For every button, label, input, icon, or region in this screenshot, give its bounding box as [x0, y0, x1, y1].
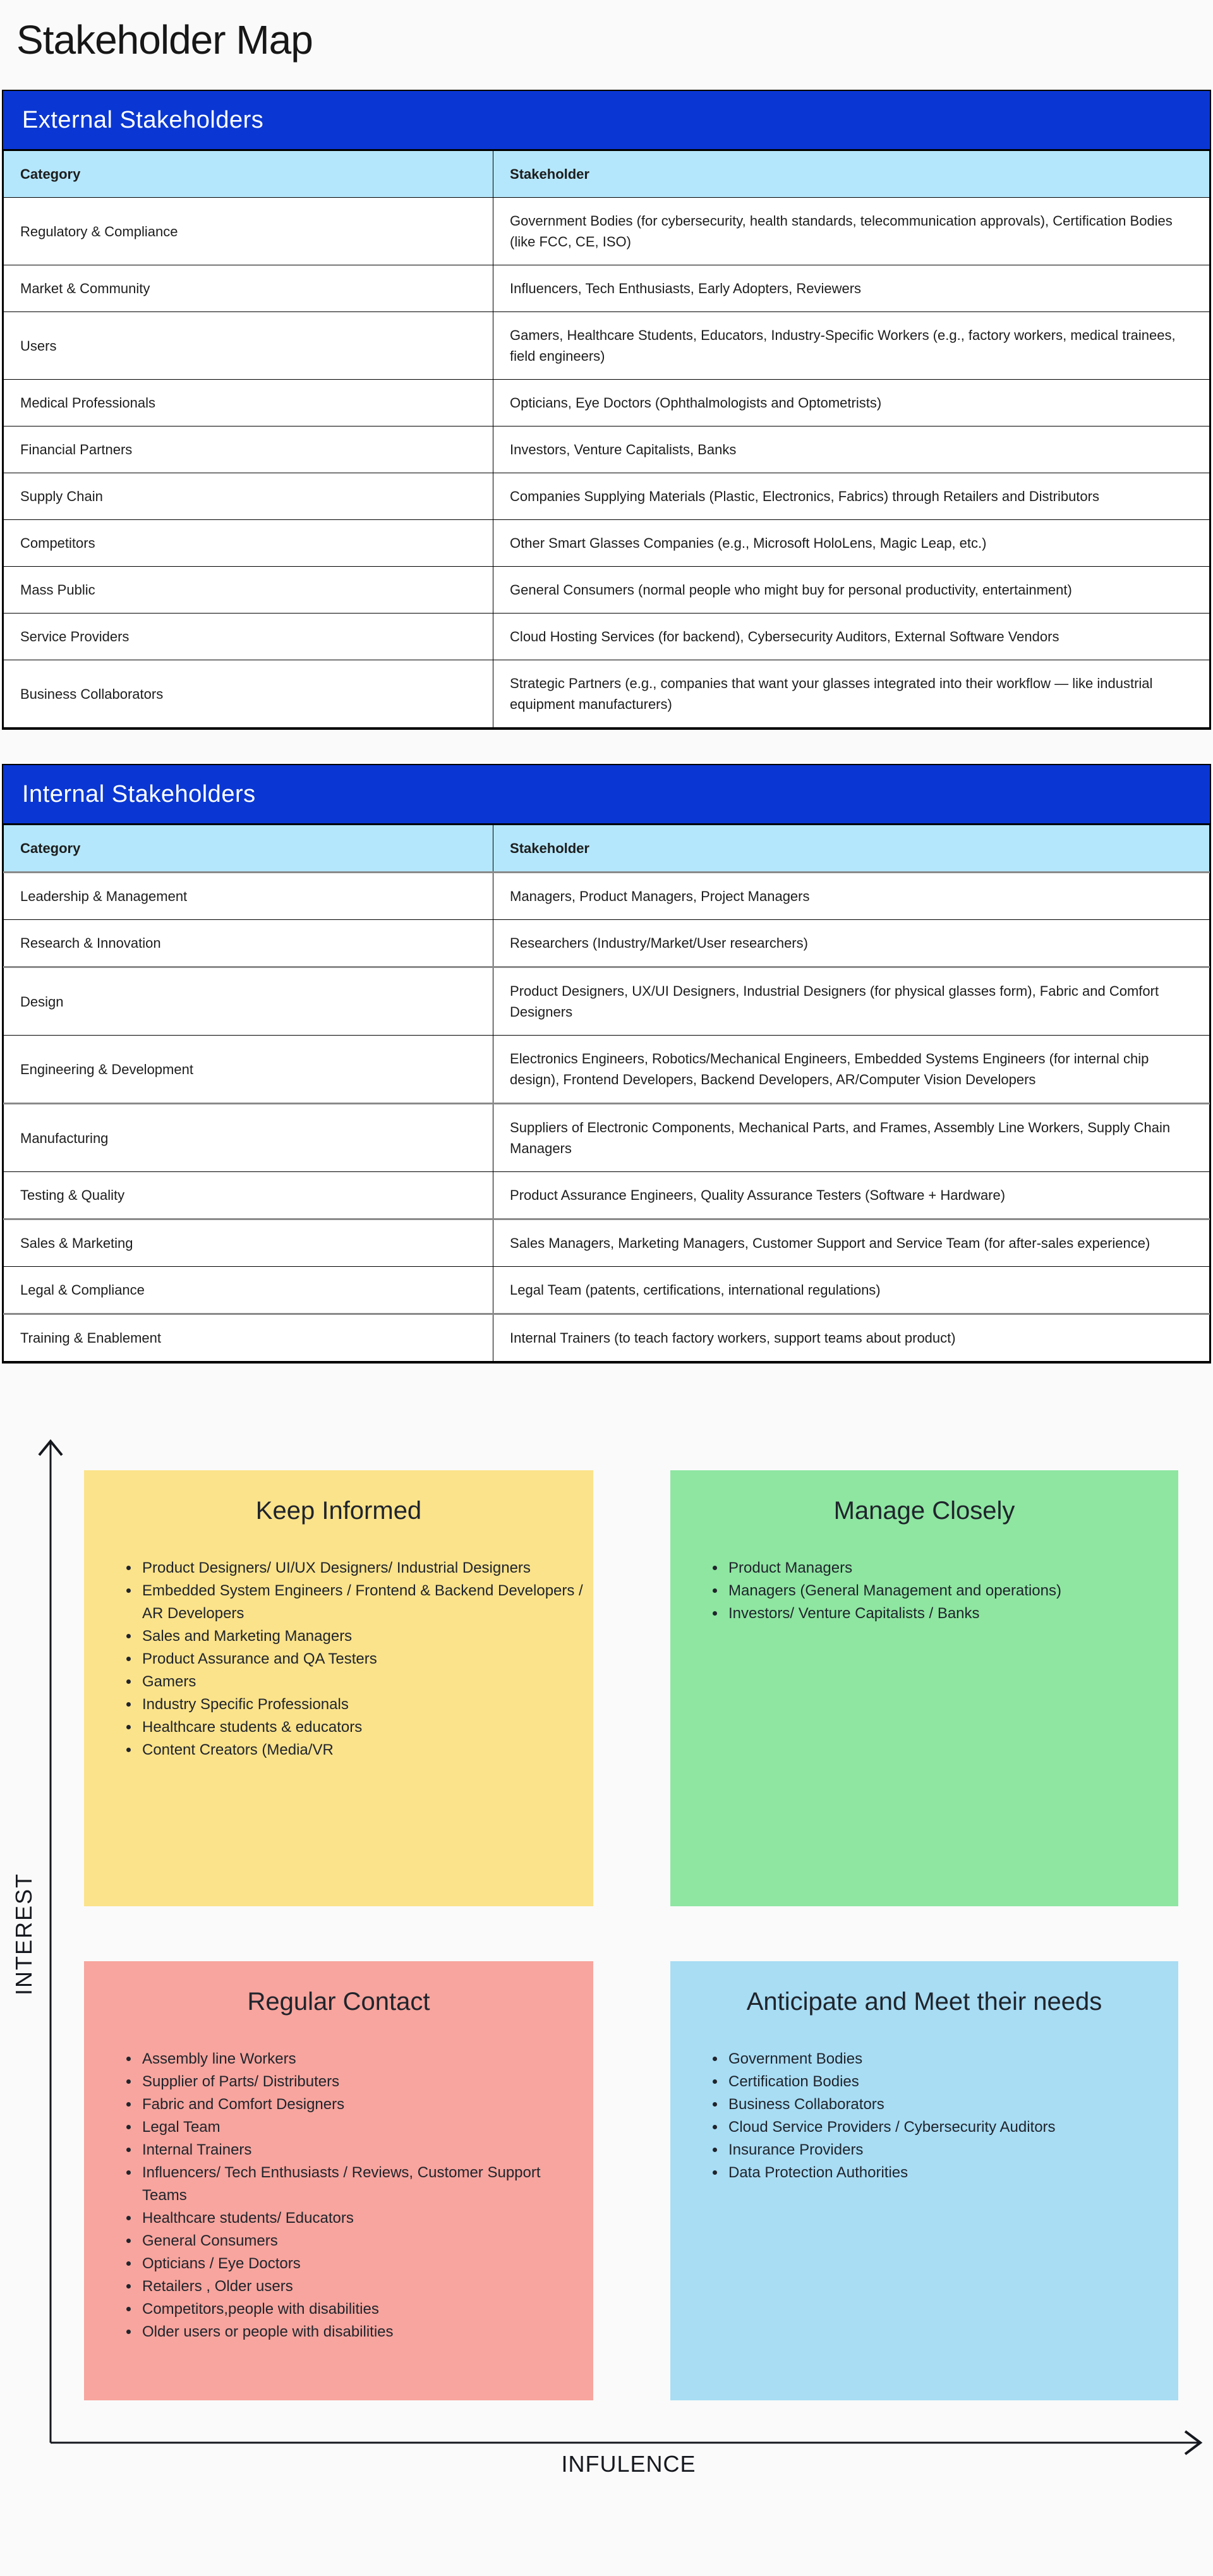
category-cell: Business Collaborators: [4, 660, 493, 728]
stakeholder-cell: Suppliers of Electronic Components, Mechanical Parts, and Frames, Assembly Line Workers, Supply Chain Managers: [493, 1104, 1210, 1172]
quadrant-regular-contact: [84, 1961, 593, 2400]
table-row: [4, 473, 1210, 520]
table-row: [4, 1036, 1210, 1104]
stakeholder-cell: Investors, Venture Capitalists, Banks: [493, 426, 1210, 473]
quadrant-title: Keep Informed: [255, 1497, 422, 1525]
category-cell: Sales & Marketing: [4, 1219, 493, 1267]
table-header-row: [4, 151, 1210, 198]
quadrant-item-list: [670, 1557, 1178, 1625]
quadrant-item: • Insurance Providers: [726, 2139, 1168, 2162]
stakeholder-cell: Managers, Product Managers, Project Managers: [493, 873, 1210, 920]
quadrant-title: Manage Closely: [833, 1497, 1015, 1525]
table-row: [4, 567, 1210, 614]
category-cell: Competitors: [4, 520, 493, 567]
quadrant-item: • Gamers: [140, 1671, 583, 1693]
category-cell: Regulatory & Compliance: [4, 198, 493, 265]
quadrant-item-list: [84, 2048, 593, 2343]
category-cell: Medical Professionals: [4, 380, 493, 426]
quadrant-item: • Content Creators (Media/VR: [140, 1739, 583, 1762]
quadrant-item: • Investors/ Venture Capitalists / Banks: [726, 1602, 1168, 1625]
stakeholder-cell: Influencers, Tech Enthusiasts, Early Adopters, Reviewers: [493, 265, 1210, 312]
category-cell: Manufacturing: [4, 1104, 493, 1172]
quadrant-item: • Internal Trainers: [140, 2139, 583, 2162]
section-header-bar: [3, 91, 1210, 150]
category-cell: Legal & Compliance: [4, 1267, 493, 1314]
table-row: [4, 660, 1210, 728]
table-row: [4, 873, 1210, 920]
stakeholder-cell: Sales Managers, Marketing Managers, Customer Support and Service Team (for after-sales experience): [493, 1219, 1210, 1267]
stakeholder-cell: Product Designers, UX/UI Designers, Industrial Designers (for physical glasses form), Fabric and Comfort Designers: [493, 967, 1210, 1036]
quadrant-item: • Legal Team: [140, 2116, 583, 2139]
category-cell: Users: [4, 312, 493, 380]
quadrant-item: • General Consumers: [140, 2230, 583, 2252]
quadrant-item: • Product Designers/ UI/UX Designers/ Industrial Designers: [140, 1557, 583, 1580]
table-header-row: [4, 825, 1210, 873]
interest-influence-matrix: [0, 1425, 1213, 2482]
quadrant-item: • Competitors,people with disabilities: [140, 2298, 583, 2321]
quadrant-keep-informed: [84, 1470, 593, 1906]
stakeholder-cell: Opticians, Eye Doctors (Ophthalmologists and Optometrists): [493, 380, 1210, 426]
y-axis-label-wrap: [0, 1425, 48, 2443]
stakeholder-cell: Gamers, Healthcare Students, Educators, Industry-Specific Workers (e.g., factory workers, medical trainees, field engineers): [493, 312, 1210, 380]
column-header-category: Category: [4, 825, 493, 873]
category-cell: Supply Chain: [4, 473, 493, 520]
external-stakeholders-table: [3, 150, 1210, 728]
section-title: External Stakeholders: [22, 106, 264, 133]
x-axis-label: INFULENCE: [561, 2451, 696, 2477]
internal-stakeholders-table: [3, 825, 1210, 1362]
column-header-category: Category: [4, 151, 493, 198]
category-cell: Engineering & Development: [4, 1036, 493, 1104]
quadrant-title: Regular Contact: [247, 1988, 430, 2016]
table-row: [4, 1267, 1210, 1314]
table-row: [4, 1314, 1210, 1362]
table-row: [4, 520, 1210, 567]
quadrant-item: • Government Bodies: [726, 2048, 1168, 2071]
quadrant-item: • Data Protection Authorities: [726, 2162, 1168, 2184]
table-row: [4, 967, 1210, 1036]
stakeholder-cell: Companies Supplying Materials (Plastic, Electronics, Fabrics) through Retailers and Distributors: [493, 473, 1210, 520]
column-header-stakeholder: Stakeholder: [493, 151, 1210, 198]
quadrant-item: • Older users or people with disabilities: [140, 2321, 583, 2343]
table-row: [4, 1172, 1210, 1219]
quadrant-item: • Certification Bodies: [726, 2071, 1168, 2093]
external-stakeholders-section: [2, 90, 1211, 730]
quadrant-item: • Product Assurance and QA Testers: [140, 1648, 583, 1671]
section-header-bar: [3, 765, 1210, 825]
table-row: [4, 198, 1210, 265]
quadrant-item: • Fabric and Comfort Designers: [140, 2093, 583, 2116]
table-row: [4, 920, 1210, 967]
stakeholder-cell: Researchers (Industry/Market/User researchers): [493, 920, 1210, 967]
page-title: Stakeholder Map: [16, 17, 313, 63]
quadrant-item: • Business Collaborators: [726, 2093, 1168, 2116]
quadrant-item-list: [84, 1557, 593, 1762]
quadrant-item-list: [670, 2048, 1178, 2184]
quadrant-item: • Retailers , Older users: [140, 2275, 583, 2298]
category-cell: Design: [4, 967, 493, 1036]
category-cell: Training & Enablement: [4, 1314, 493, 1362]
stakeholder-cell: Cloud Hosting Services (for backend), Cybersecurity Auditors, External Software Vendors: [493, 614, 1210, 660]
quadrant-manage-closely: [670, 1470, 1178, 1906]
category-cell: Testing & Quality: [4, 1172, 493, 1219]
category-cell: Research & Innovation: [4, 920, 493, 967]
quadrant-item: • Healthcare students/ Educators: [140, 2207, 583, 2230]
category-cell: Service Providers: [4, 614, 493, 660]
quadrant-item: • Influencers/ Tech Enthusiasts / Reviews, Customer Support Teams: [140, 2162, 583, 2207]
stakeholder-cell: Other Smart Glasses Companies (e.g., Microsoft HoloLens, Magic Leap, etc.): [493, 520, 1210, 567]
quadrant-item: • Opticians / Eye Doctors: [140, 2252, 583, 2275]
quadrant-item: • Healthcare students & educators: [140, 1716, 583, 1739]
quadrant-item: • Embedded System Engineers / Frontend & Backend Developers / AR Developers: [140, 1580, 583, 1625]
quadrant-item: • Managers (General Management and operations): [726, 1580, 1168, 1602]
table-row: [4, 426, 1210, 473]
quadrant-item: • Industry Specific Professionals: [140, 1693, 583, 1716]
stakeholder-cell: Internal Trainers (to teach factory workers, support teams about product): [493, 1314, 1210, 1362]
quadrant-item: • Supplier of Parts/ Distributers: [140, 2071, 583, 2093]
table-row: [4, 380, 1210, 426]
quadrant-item: • Assembly line Workers: [140, 2048, 583, 2071]
table-row: [4, 312, 1210, 380]
quadrant-item: • Sales and Marketing Managers: [140, 1625, 583, 1648]
section-title: Internal Stakeholders: [22, 780, 256, 807]
category-cell: Mass Public: [4, 567, 493, 614]
table-row: [4, 614, 1210, 660]
stakeholder-cell: Electronics Engineers, Robotics/Mechanical Engineers, Embedded Systems Engineers (for internal chip design), Frontend Developers, Backend Developers, AR/Computer Vision Developers: [493, 1036, 1210, 1104]
quadrant-item: • Product Managers: [726, 1557, 1168, 1580]
stakeholder-cell: Product Assurance Engineers, Quality Assurance Testers (Software + Hardware): [493, 1172, 1210, 1219]
quadrant-item: • Cloud Service Providers / Cybersecurity Auditors: [726, 2116, 1168, 2139]
table-row: [4, 265, 1210, 312]
category-cell: Leadership & Management: [4, 873, 493, 920]
stakeholder-cell: Government Bodies (for cybersecurity, health standards, telecommunication approvals), Certification Bodies (like FCC, CE, ISO): [493, 198, 1210, 265]
category-cell: Market & Community: [4, 265, 493, 312]
stakeholder-cell: Legal Team (patents, certifications, international regulations): [493, 1267, 1210, 1314]
column-header-stakeholder: Stakeholder: [493, 825, 1210, 873]
quadrant-anticipate-needs: [670, 1961, 1178, 2400]
category-cell: Financial Partners: [4, 426, 493, 473]
table-row: [4, 1219, 1210, 1267]
internal-stakeholders-section: [2, 764, 1211, 1364]
y-axis-label: INTEREST: [11, 1872, 37, 1995]
stakeholder-cell: General Consumers (normal people who might buy for personal productivity, entertainment): [493, 567, 1210, 614]
stakeholder-cell: Strategic Partners (e.g., companies that want your glasses integrated into their workflow — like industrial equipment manufacturers): [493, 660, 1210, 728]
quadrant-title: Anticipate and Meet their needs: [746, 1988, 1102, 2016]
table-row: [4, 1104, 1210, 1172]
